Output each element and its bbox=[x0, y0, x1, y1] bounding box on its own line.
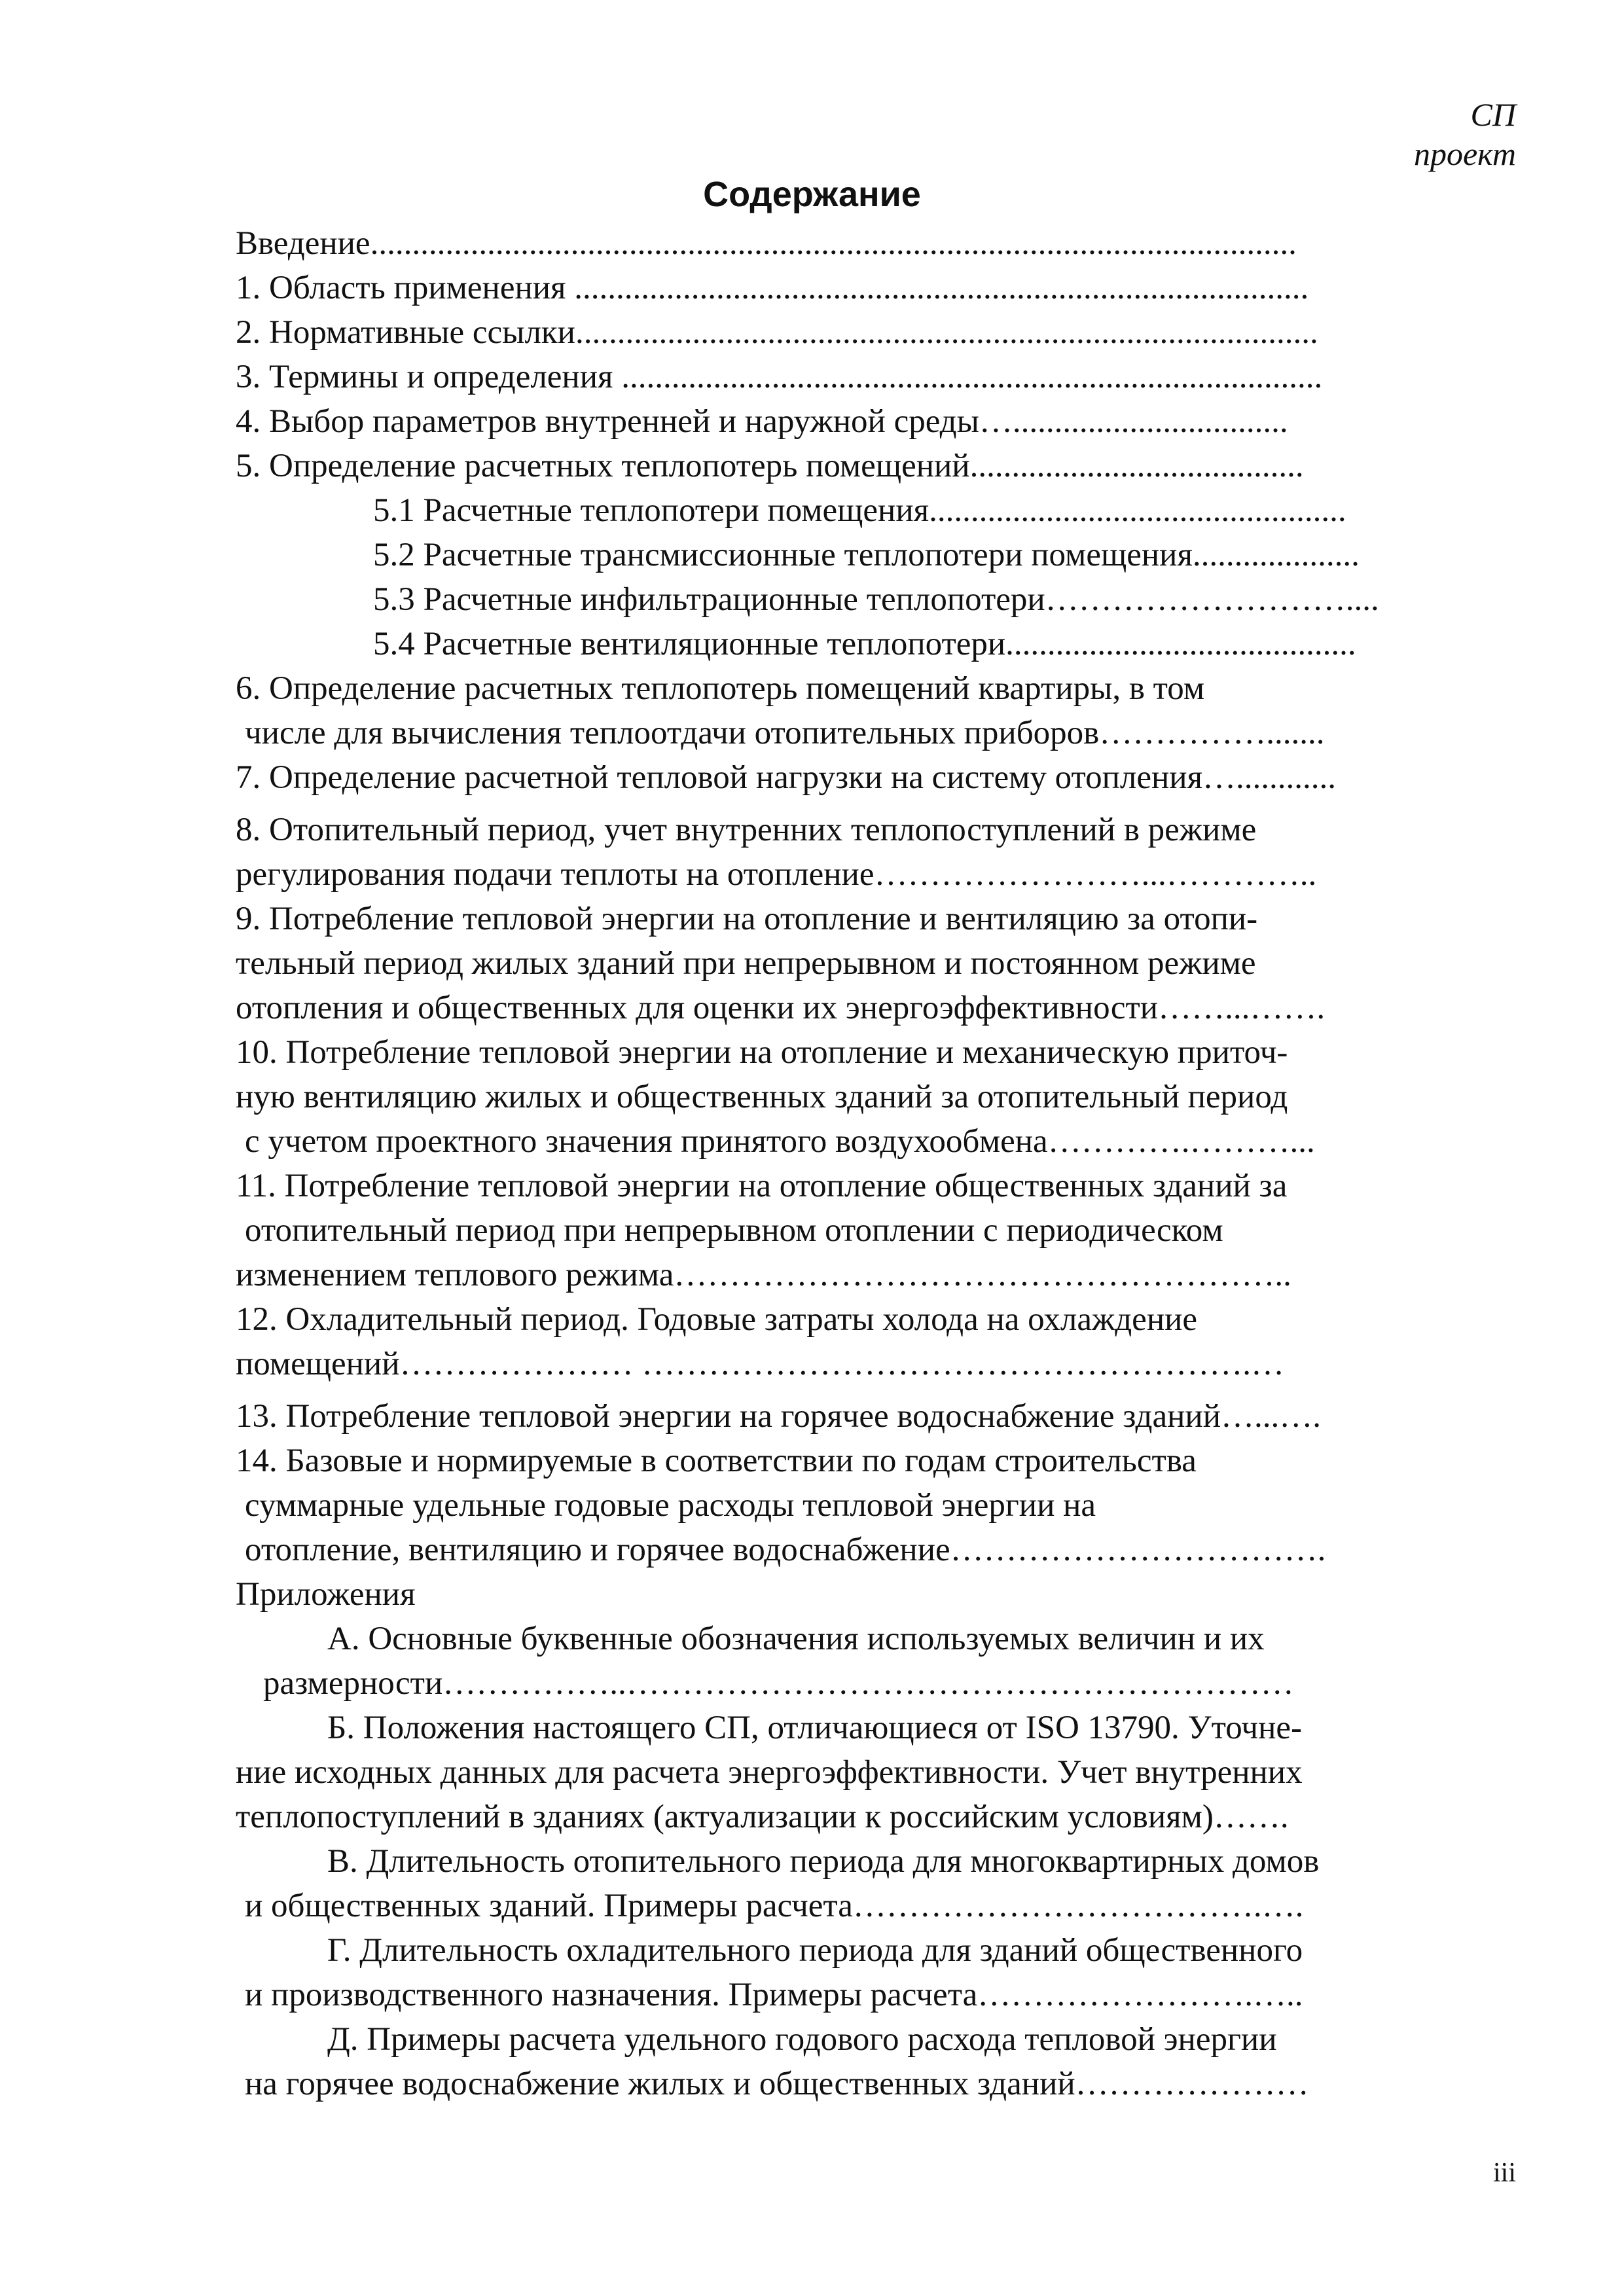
toc-entry: теплопоступлений в зданиях (актуализации к российским условиям)……. bbox=[236, 1799, 1289, 1835]
toc-entry: помещений………………… ……………………………………………….… bbox=[236, 1346, 1285, 1382]
toc-entry: 7. Определение расчетной тепловой нагрузки на систему отопления…............ bbox=[236, 759, 1337, 796]
page-number: iii bbox=[1492, 2158, 1516, 2188]
toc-entry: регулирования подачи теплоты на отопление……………………...………….. bbox=[236, 856, 1317, 893]
toc-entry: ние исходных данных для расчета энергоэффективности. Учет внутренних bbox=[236, 1754, 1303, 1791]
toc-entry: 5.2 Расчетные трансмиссионные теплопотери помещения.................... bbox=[373, 537, 1360, 573]
toc-entry: 10. Потребление тепловой энергии на отопление и механическую приточ- bbox=[236, 1034, 1288, 1071]
toc-entry: Б. Положения настоящего СП, отличающиеся от ISO 13790. Уточне- bbox=[327, 1710, 1302, 1746]
toc-entry: 11. Потребление тепловой энергии на отопление общественных зданий за bbox=[236, 1168, 1288, 1204]
toc-entry: отопления и общественных для оценки их энергоэффективности……...……. bbox=[236, 990, 1326, 1026]
toc-entry: суммарные удельные годовые расходы тепловой энергии на bbox=[245, 1487, 1096, 1524]
toc-entry: 14. Базовые и нормируемые в соответствии по годам строительства bbox=[236, 1443, 1197, 1479]
toc-entry: и общественных зданий. Примеры расчета……………………………….…. bbox=[245, 1888, 1304, 1924]
toc-entry: 8. Отопительный период, учет внутренних теплопоступлений в режиме bbox=[236, 812, 1257, 848]
toc-entry: с учетом проектного значения принятого воздухообмена………….………... bbox=[245, 1123, 1315, 1160]
toc-entry: отопление, вентиляцию и горячее водоснабжение……………………………. bbox=[245, 1532, 1326, 1568]
toc-entry: изменением теплового режима……………………………………………….. bbox=[236, 1257, 1291, 1293]
toc-entry: 5.3 Расчетные инфильтрационные теплопотери……………………….... bbox=[373, 581, 1379, 618]
toc-entry: числе для вычисления теплоотдачи отопительных приборов……………....... bbox=[245, 715, 1325, 751]
toc-entry: 5. Определение расчетных теплопотерь помещений........................................ bbox=[236, 448, 1304, 484]
toc-entry: Г. Длительность охладительного периода для зданий общественного bbox=[327, 1932, 1303, 1969]
toc-entry: 2. Нормативные ссылки......................................................................................... bbox=[236, 314, 1318, 351]
toc-entry: 9. Потребление тепловой энергии на отопление и вентиляцию за отопи- bbox=[236, 901, 1258, 937]
toc-entry: тельный период жилых зданий при непрерывном и постоянном режиме bbox=[236, 945, 1256, 982]
toc-entry: 13. Потребление тепловой энергии на горячее водоснабжение зданий…...…. bbox=[236, 1398, 1321, 1435]
toc-entry: 3. Термины и определения .................................................................................... bbox=[236, 359, 1323, 395]
toc-entry: размерности……………..…………………………………………………… bbox=[263, 1665, 1294, 1702]
table-of-contents bbox=[236, 221, 1519, 2106]
toc-entry: А. Основные буквенные обозначения используемых величин и их bbox=[327, 1621, 1265, 1657]
toc-entry: Д. Примеры расчета удельного годового расхода тепловой энергии bbox=[327, 2021, 1277, 2058]
toc-entry: на горячее водоснабжение жилых и общественных зданий………………… bbox=[245, 2066, 1309, 2102]
toc-entry: 6. Определение расчетных теплопотерь помещений квартиры, в том bbox=[236, 670, 1205, 707]
toc-entry: ную вентиляцию жилых и общественных зданий за отопительный период bbox=[236, 1079, 1288, 1115]
page-title: Содержание bbox=[703, 175, 921, 214]
toc-entry: отопительный период при непрерывном отоплении с периодическом bbox=[245, 1212, 1223, 1249]
toc-entry: 1. Область применения ........................................................................................ bbox=[236, 270, 1309, 306]
toc-entry: и производственного назначения. Примеры расчета…………………….….. bbox=[245, 1977, 1303, 2013]
toc-entry: В. Длительность отопительного периода для многоквартирных домов bbox=[327, 1843, 1320, 1880]
toc-entry: 5.1 Расчетные теплопотери помещения.................................................. bbox=[373, 492, 1346, 529]
header-doc-status: проект bbox=[1413, 135, 1516, 172]
toc-entry: Приложения bbox=[236, 1576, 416, 1613]
header-doc-type: СП bbox=[1470, 96, 1516, 133]
toc-entry: Введение............................................................................................................... bbox=[236, 225, 1297, 262]
toc-entry: 5.4 Расчетные вентиляционные теплопотери.......................................... bbox=[373, 626, 1356, 662]
toc-entry: 4. Выбор параметров внутренней и наружной среды…................................. bbox=[236, 403, 1288, 440]
toc-entry: 12. Охладительный период. Годовые затраты холода на охлаждение bbox=[236, 1301, 1198, 1338]
